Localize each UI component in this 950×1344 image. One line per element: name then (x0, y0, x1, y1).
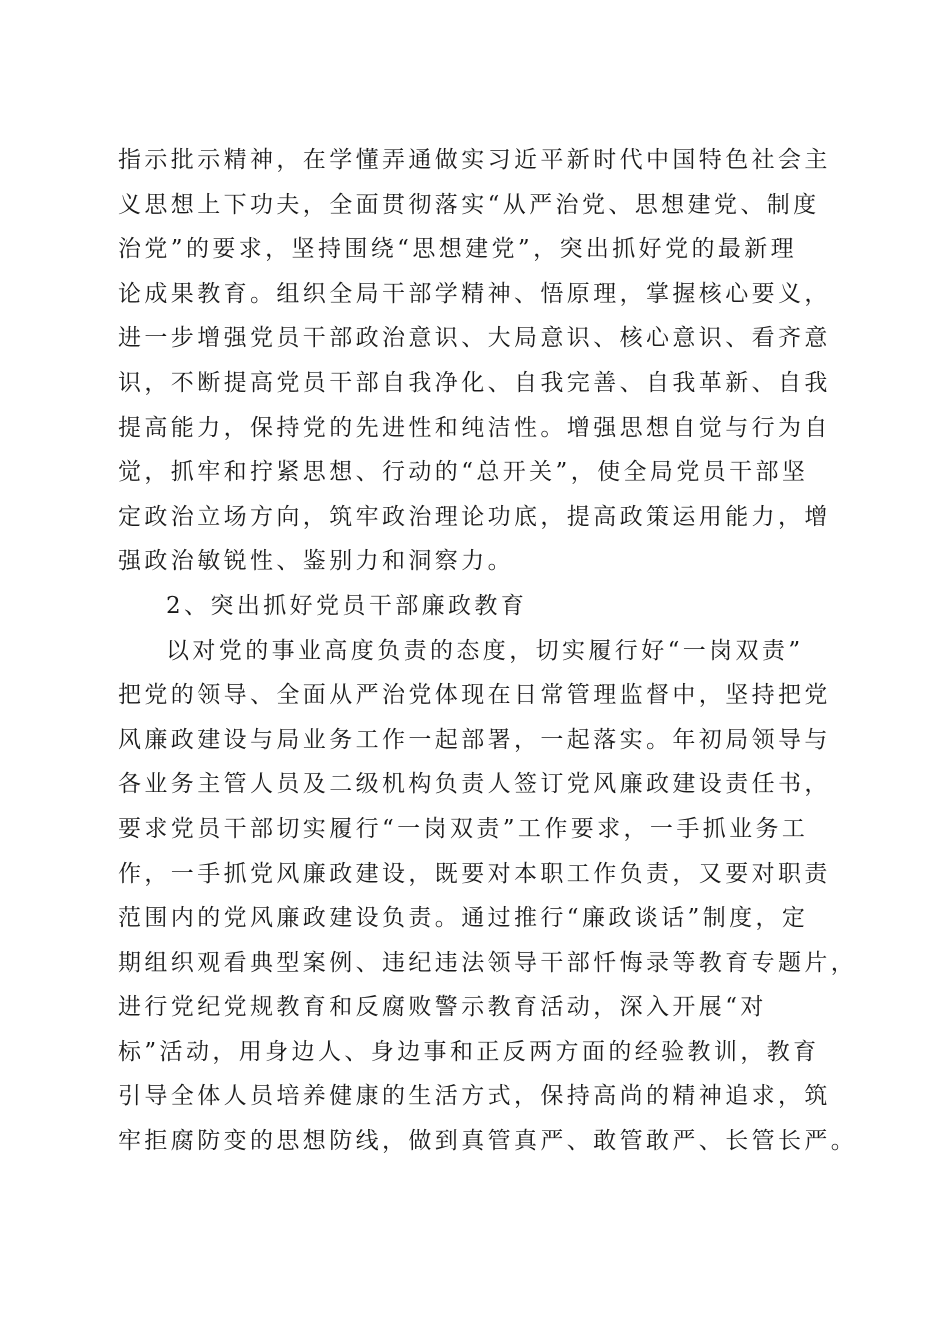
text-line: 牢拒腐防变的思想防线，做到真管真严、敢管敢严、长管长严。 (118, 1128, 858, 1155)
text-line: 各业务主管人员及二级机构负责人签订党风廉政建设责任书， (118, 771, 831, 798)
text-line: 把党的领导、全面从严治党体现在日常管理监督中，坚持把党 (118, 682, 831, 709)
paragraph-political-education (118, 138, 838, 584)
text-line: 论成果教育。组织全局干部学精神、悟原理，掌握核心要义， (118, 280, 831, 307)
document-body (118, 138, 858, 1164)
section-heading (118, 584, 838, 629)
text-line: 治党”的要求，坚持围绕“思想建党”，突出抓好党的最新理 (118, 236, 798, 263)
text-line: 以对党的事业高度负责的态度，切实履行好“一岗双责” (166, 637, 804, 664)
text-line: 作，一手抓党风廉政建设，既要对本职工作负责，又要对职责 (118, 860, 831, 887)
text-line: 觉，抓牢和拧紧思想、行动的“总开关”，使全局党员干部坚 (118, 459, 809, 486)
text-line: 标”活动，用身边人、身边事和正反两方面的经验教训，教育 (118, 1038, 820, 1065)
paragraph-integrity-education (118, 629, 858, 1164)
text-line: 风廉政建设与局业务工作一起部署，一起落实。年初局领导与 (118, 726, 831, 753)
text-line: 进一步增强党员干部政治意识、大局意识、核心意识、看齐意 (118, 325, 831, 352)
text-line: 提高能力，保持党的先进性和纯洁性。增强思想自觉与行为自 (118, 414, 831, 441)
text-line: 进行党纪党规教育和反腐败警示教育活动，深入开展“对 (118, 994, 767, 1021)
text-line: 强政治敏锐性、鉴别力和洞察力。 (118, 548, 514, 575)
text-line: 义思想上下功夫，全面贯彻落实“从严治党、思想建党、制度 (118, 191, 820, 218)
text-line: 要求党员干部切实履行“一岗双责”工作要求，一手抓业务工 (118, 815, 809, 842)
text-line: 引导全体人员培养健康的生活方式，保持高尚的精神追求，筑 (118, 1083, 831, 1110)
section-heading-text: 2、突出抓好党员干部廉政教育 (166, 592, 528, 619)
text-line: 范围内的党风廉政建设负责。通过推行“廉政谈话”制度，定 (118, 905, 809, 932)
text-line: 识，不断提高党员干部自我净化、自我完善、自我革新、自我 (118, 369, 831, 396)
text-line: 定政治立场方向，筑牢政治理论功底，提高政策运用能力，增 (118, 503, 831, 530)
text-line: 期组织观看典型案例、违纪违法领导干部忏悔录等教育专题片， (118, 949, 858, 976)
text-line: 指示批示精神，在学懂弄通做实习近平新时代中国特色社会主 (118, 147, 831, 173)
